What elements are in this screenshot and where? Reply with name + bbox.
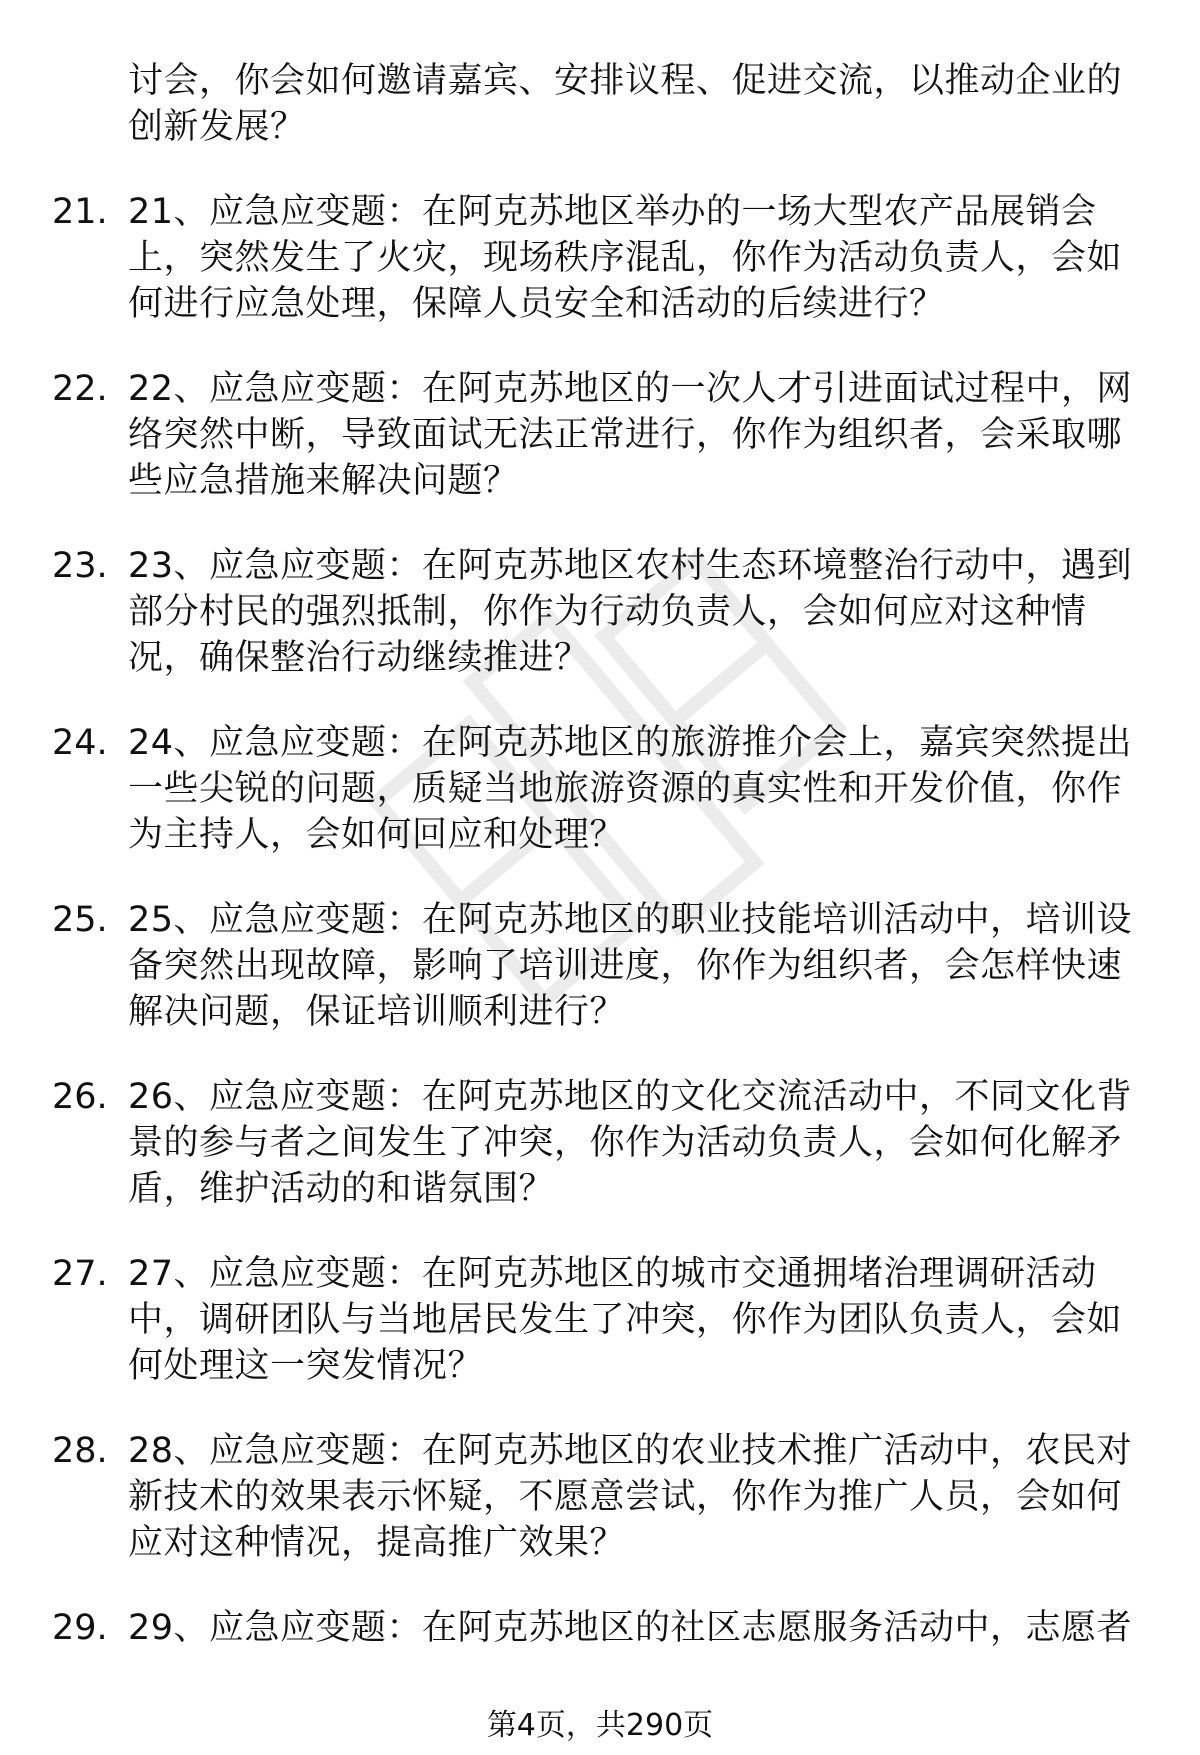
continuation-paragraph: 讨会，你会如何邀请嘉宾、安排议程、促进交流，以推动企业的创新发展？ (128, 61, 1123, 147)
document-content (0, 58, 1200, 1651)
list-number: 24. (52, 723, 108, 763)
question-text: 23、应急应变题：在阿克苏地区农村生态环境整治行动中，遇到部分村民的强烈抵制，你作为行动负责人，会如何应对这种情况，确保整治行动继续推进？ (128, 546, 1133, 678)
question-text: 24、应急应变题：在阿克苏地区的旅游推介会上，嘉宾突然提出一些尖锐的问题，质疑当地旅游资源的真实性和开发价值，你作为主持人，会如何回应和处理？ (128, 723, 1133, 855)
list-item-24 (0, 720, 1200, 858)
question-text: 27、应急应变题：在阿克苏地区的城市交通拥堵治理调研活动中，调研团队与当地居民发生了冲突，你作为团队负责人，会如何处理这一突发情况？ (128, 1254, 1123, 1386)
question-text: 22、应急应变题：在阿克苏地区的一次人才引进面试过程中，网络突然中断，导致面试无法正常进行，你作为组织者，会采取哪些应急措施来解决问题？ (128, 369, 1133, 501)
page-footer: 第4页，共290页 (486, 1708, 714, 1743)
list-item-26 (0, 1074, 1200, 1212)
question-text: 28、应急应变题：在阿克苏地区的农业技术推广活动中，农民对新技术的效果表示怀疑，不愿意尝试，你作为推广人员，会如何应对这种情况，提高推广效果？ (128, 1431, 1133, 1563)
list-item-23 (0, 543, 1200, 681)
list-number: 23. (52, 546, 108, 586)
list-number: 22. (52, 369, 108, 409)
question-text: 29、应急应变题：在阿克苏地区的社区志愿服务活动中，志愿者 (128, 1608, 1133, 1648)
list-item-27 (0, 1251, 1200, 1389)
list-number: 27. (52, 1254, 108, 1294)
list-number: 28. (52, 1431, 108, 1471)
list-item-28 (0, 1428, 1200, 1566)
question-text: 21、应急应变题：在阿克苏地区举办的一场大型农产品展销会上，突然发生了火灾，现场秩序混乱，你作为活动负责人，会如何进行应急处理，保障人员安全和活动的后续进行？ (128, 192, 1123, 324)
list-number: 26. (52, 1077, 108, 1117)
question-text: 26、应急应变题：在阿克苏地区的文化交流活动中，不同文化背景的参与者之间发生了冲突，你作为活动负责人，会如何化解矛盾，维护活动的和谐氛围？ (128, 1077, 1133, 1209)
list-number: 29. (52, 1608, 108, 1648)
list-number: 25. (52, 900, 108, 940)
list-item-21 (0, 189, 1200, 327)
list-number: 21. (52, 192, 108, 232)
list-item-25 (0, 897, 1200, 1035)
list-item-22 (0, 366, 1200, 504)
question-text: 25、应急应变题：在阿克苏地区的职业技能培训活动中，培训设备突然出现故障，影响了培训进度，你作为组织者，会怎样快速解决问题，保证培训顺利进行？ (128, 900, 1133, 1032)
list-item-29 (0, 1605, 1200, 1651)
